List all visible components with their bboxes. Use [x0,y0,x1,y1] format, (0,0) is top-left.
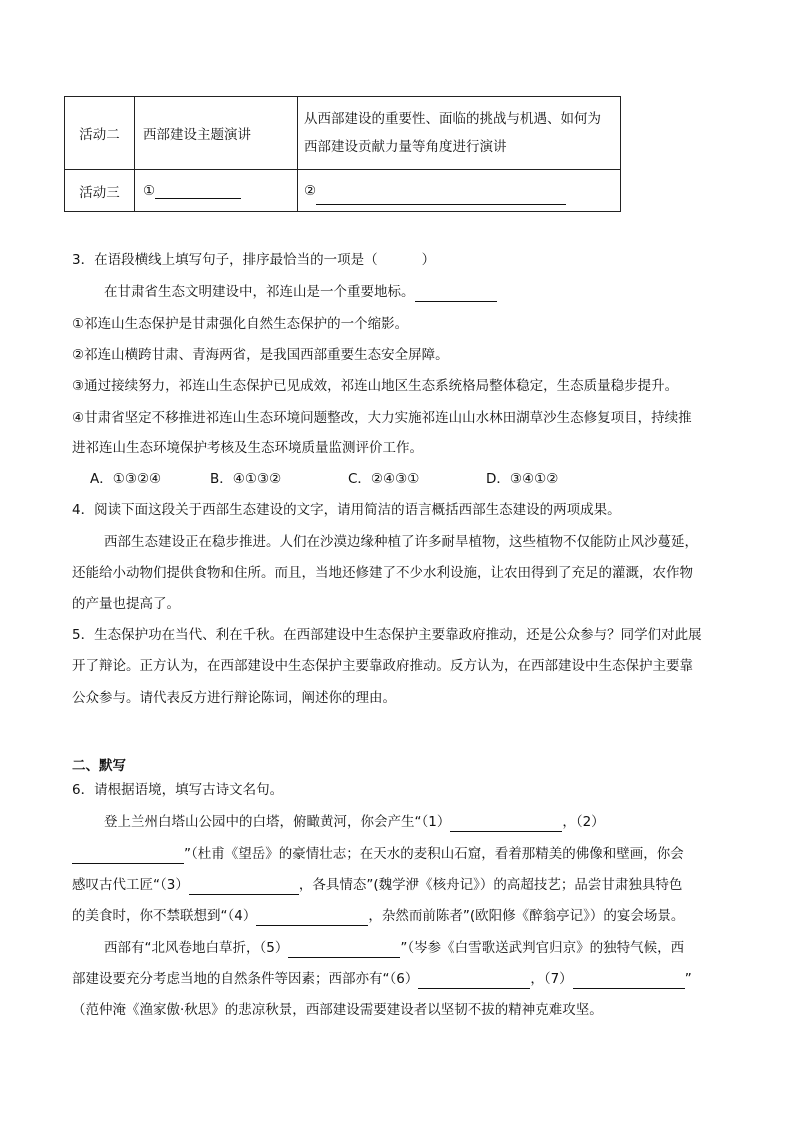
option-b[interactable]: B．④①③② [210,471,282,487]
q5-line: 5．生态保护功在当代、利在千秋。在西部建设中生态保护主要靠政府推动，还是公众参与？同学们对此展 [72,627,702,643]
option-a[interactable]: A．①③②④ [90,471,162,487]
answer-blank[interactable] [155,184,241,199]
q4-passage-line: 西部生态建设正在稳步推进。人们在沙漠边缘种植了许多耐旱植物，这些植物不仅能防止风沙蔓延， [104,534,698,550]
content-blank-cell[interactable] [298,170,621,212]
content-cell [298,97,621,170]
answer-blank-1[interactable] [450,817,562,832]
q6-line: 登上兰州白塔山公园中的白塔，俯瞰黄河，你会产生“（1） ，（2） [104,814,605,830]
q3-sentence-4-cont: 进祁连山生态环境保护考核及生态环境质量监测评价工作。 [72,440,423,456]
q6-line: （范仲淹《渔家傲·秋思》的悲凉秋景，西部建设需要建设者以坚韧不拔的精神克难攻坚。 [72,1002,603,1018]
blank-marker: ① [143,182,156,199]
q4-stem: 4．阅读下面这段关于西部生态建设的文字，请用简洁的语言概括西部生态建设的两项成果。 [72,502,621,518]
q5-line: 开了辩论。正方认为，在西部建设中生态保护主要靠政府推动。反方认为，在西部建设中生态保护主要靠 [72,658,693,674]
section-heading: 二、默写 [72,758,126,774]
q6-line: 感叹古代工匠“（3） ，各具情态”(魏学洢《核舟记》）的高超技艺；品尝甘肃独具特色 [72,877,683,893]
q3-intro: 在甘肃省生态文明建设中，祁连山是一个重要地标。 [104,282,497,302]
answer-blank-6[interactable] [418,974,530,989]
q6-line: 部建设要充分考虑当地的自然条件等因素；西部亦有“（6） ，（7） ” [72,971,692,987]
option-d[interactable]: D．③④①② [486,471,559,487]
q6-line: ”（杜甫《望岳》的豪情壮志；在天水的麦积山石窟，看着那精美的佛像和壁画，你会 [72,844,684,864]
answer-blank-2[interactable] [72,849,184,864]
q6-stem: 6．请根据语境，填写古诗文名句。 [72,782,284,798]
q4-passage-line: 还能给小动物们提供食物和住所。而且，当地还修建了不少水利设施，让农田得到了充足的灌溉，农作物 [72,565,693,581]
q6-line: 西部有“北风卷地白草折，（5） ”（岑参《白雪歌送武判官归京》的独特气候，西 [104,940,685,956]
answer-blank-3[interactable] [189,880,299,895]
q3-options [90,469,558,489]
answer-blank-5[interactable] [288,943,400,958]
q5-line: 公众参与。请代表反方进行辩论陈词，阐述你的理由。 [72,690,396,706]
activity-table [64,96,621,212]
q3-stem: 3．在语段横线上填写句子，排序最恰当的一项是（ ） [72,252,436,268]
activity-cell: 活动三 [65,170,135,212]
blank-marker: ② [304,182,317,199]
option-c[interactable]: C．②④③① [348,471,420,487]
table-row [65,170,621,212]
q3-sentence-2: ②祁连山横跨甘肃、青海两省，是我国西部重要生态安全屏障。 [72,347,449,363]
topic-blank-cell[interactable] [135,170,298,212]
answer-blank-4[interactable] [256,911,368,926]
q3-sentence-4: ④甘肃省坚定不移推进祁连山生态环境问题整改，大力实施祁连山山水林田湖草沙生态修复项目，持续推 [72,410,692,426]
answer-blank[interactable] [415,287,497,302]
q3-sentence-1: ①祁连山生态保护是甘肃强化自然生态保护的一个缩影。 [72,316,409,332]
activity-cell: 活动二 [65,97,135,170]
q4-passage-line: 的产量也提高了。 [72,596,180,612]
content-line: 西部建设贡献力量等角度进行演讲 [304,139,507,155]
answer-blank[interactable] [316,190,566,205]
content-line: 从西部建设的重要性、面临的挑战与机遇、如何为 [304,111,601,127]
q3-sentence-3: ③通过接续努力，祁连山生态保护已见成效，祁连山地区生态系统格局整体稳定，生态质量稳步提升。 [72,378,679,394]
table-row [65,97,621,170]
q6-line: 的美食时，你不禁联想到“（4） ，杂然而前陈者”(欧阳修《醉翁亭记》）的宴会场景。 [72,908,685,924]
answer-blank-7[interactable] [573,974,685,989]
topic-cell: 西部建设主题演讲 [135,97,298,170]
